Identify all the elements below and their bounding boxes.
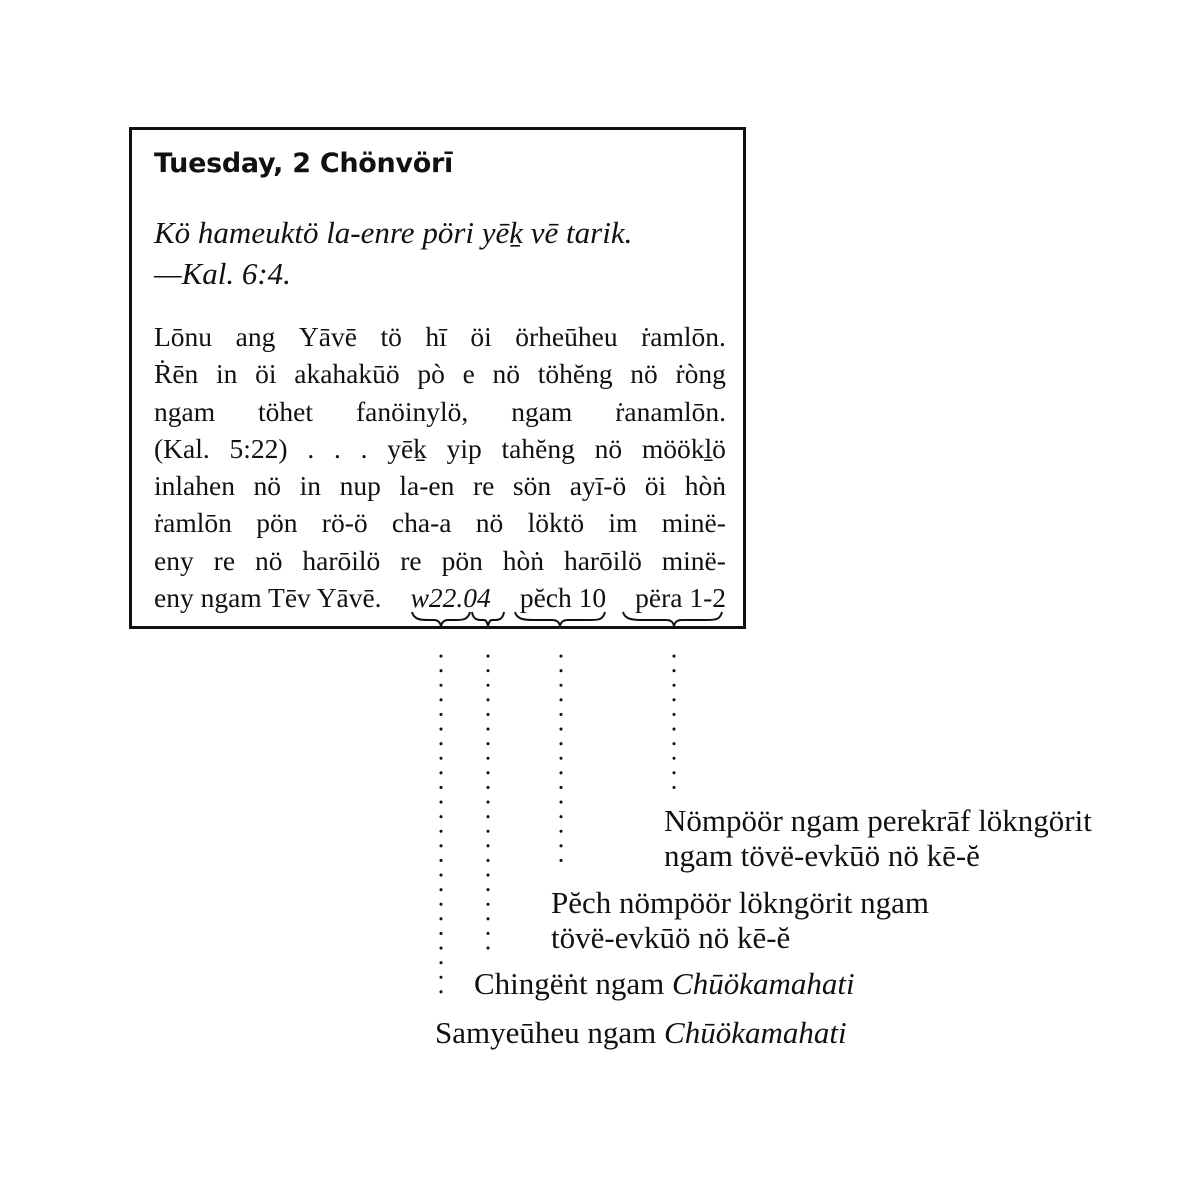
paragraph-word: . [360, 432, 368, 464]
paragraph-word: eny [154, 544, 194, 576]
paragraph-word: in [216, 358, 238, 390]
paragraph-word: fanöinylö, [355, 395, 469, 427]
paragraph-word: öi [470, 321, 492, 352]
paragraph-word: re [213, 544, 236, 576]
scripture-reference: —Kal. 6:4. [154, 256, 291, 291]
paragraph-word: ṙanamlōn. [615, 395, 726, 427]
paragraph-word: im [608, 507, 638, 539]
paragraph-word: tö [380, 321, 402, 352]
paragraph-word: örheūheu [515, 321, 618, 352]
paragraph-word: in [299, 470, 321, 502]
paragraph-word: töhĕng [537, 358, 613, 390]
paragraph-word: (Kal. [154, 432, 210, 464]
paragraph-word: minë- [661, 544, 726, 576]
paragraph-word: nö [475, 507, 504, 539]
paragraph-word: akahakūö [294, 358, 400, 390]
paragraph-word: ṙòng [675, 358, 726, 390]
paragraph-word: töhet [258, 395, 314, 427]
paragraph-word: harōilö [302, 544, 381, 576]
last-line-text: eny ngam Tēv Yāvē. [154, 582, 382, 614]
paragraph-word: nö [492, 358, 520, 390]
paragraph-word: öi [644, 470, 667, 502]
citation-page: pĕch 10 [519, 582, 607, 614]
paragraph-word: ṙamlōn. [641, 321, 726, 352]
brace-issue [472, 612, 504, 626]
paragraph-word: la-en [399, 470, 455, 502]
paragraph-word: yip [446, 432, 482, 464]
paragraph-word: re [472, 470, 495, 502]
paragraph-word: löktö [527, 507, 585, 539]
paragraph-word: nö [630, 358, 658, 390]
brace-paragraphs [623, 612, 722, 626]
daily-text-date-heading: Tuesday, 2 Chönvörī [154, 148, 453, 179]
label-year: Samyeūheu ngam Chūökamahati [435, 1015, 847, 1050]
paragraph-word: tahĕng [501, 432, 575, 464]
paragraph-word: hòṅ [502, 544, 544, 576]
paragraph-word: ngam [154, 395, 216, 427]
paragraph-word: Lōnu [154, 321, 213, 352]
paragraph-word: cha-a [391, 507, 452, 539]
paragraph-word: Yāvē [298, 321, 357, 352]
paragraph-word: pön [256, 507, 298, 539]
brace-year [412, 612, 470, 626]
paragraph-word: . [333, 432, 341, 464]
paragraph-word: inlahen [154, 470, 235, 502]
paragraph-word: hī [425, 321, 447, 352]
paragraph-word: öi [255, 358, 277, 390]
paragraph-word: nö [254, 544, 283, 576]
paragraph-word: pön [441, 544, 483, 576]
brace-page [515, 612, 605, 626]
paragraph-word: harōilö [563, 544, 642, 576]
paragraph-word: hòṅ [684, 470, 726, 502]
paragraph-word: ang [235, 321, 276, 352]
paragraph-word: möökḻö [641, 432, 726, 464]
paragraph-word: ngam [511, 395, 573, 427]
paragraph-word: minë- [661, 507, 726, 539]
label-page-number: Pĕch nömpöör lökngörit ngam tövë-evkūö nö kē-ĕ [551, 885, 929, 955]
paragraph-word: 5:22) [229, 432, 288, 464]
paragraph-word: nup [339, 470, 381, 502]
paragraph-word: nö [594, 432, 623, 464]
paragraph-word: ayī-ö [569, 470, 627, 502]
paragraph-word: e [462, 358, 475, 390]
paragraph-word: pò [417, 358, 445, 390]
paragraph-word: Ṙēn [154, 358, 199, 390]
paragraph-word: yēḵ [387, 432, 427, 464]
label-paragraph-numbers: Nömpöör ngam perekrāf lökngörit ngam tövë-evkūö nö kē-ĕ [664, 803, 1092, 873]
paragraph-word: ṙamlōn [154, 507, 232, 539]
paragraph-word: rö-ö [321, 507, 368, 539]
paragraph-word: . [307, 432, 315, 464]
paragraph-word: sön [512, 470, 552, 502]
label-issue: Chingëṅt ngam Chūökamahati [474, 966, 855, 1001]
paragraph-word: re [400, 544, 422, 576]
scripture-line: Kö hameuktö la-enre pöri yēḵ vē tarik. [154, 215, 633, 250]
citation-paragraphs: përa 1-2 [635, 582, 726, 614]
paragraph-word: nö [253, 470, 282, 502]
citation-publication: w22.04 [410, 582, 491, 614]
